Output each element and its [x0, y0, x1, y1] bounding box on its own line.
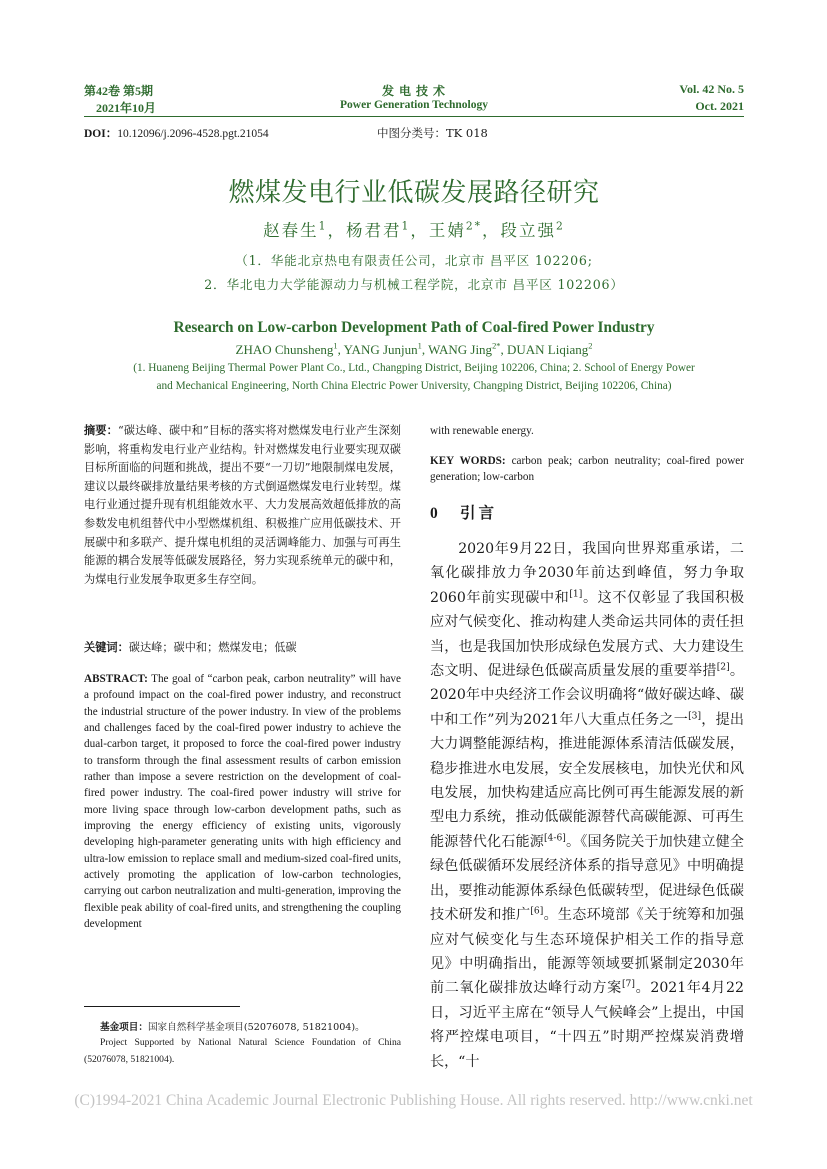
footnote-cn-text: 国家自然科学基金项目(52076078, 51821004)。: [147, 1022, 365, 1033]
abstract-en-continued: with renewable energy.: [430, 425, 534, 437]
abstract-en-text: The goal of “carbon peak, carbon neutrality” will have a profound impact on the coal-fired power industry, and reconstruct the industrial structure of the power industry. In view of the problems and challenges faced by the coal-fired power industry to achieve the dual-carbon target, it proposed to force the coal-fired power industry to transform through the final assessment results of carbon emission rather than impose a severe restriction on the development of coal-fired power industry. The coal-fired power industry will strive for more living space through low-carbon development paths, such as improving the energy efficiency of existing units, vigorously developing high-parameter generating units with high efficiency and ultra-low emission to replace small and medium-sized coal-fired units, actively promoting the application of low-carbon technologies, carrying out carbon neutralization and multi-generation, improving the flexible peak ability of coal-fired units, and strengthening the coupling development: [84, 673, 401, 931]
section-heading: [430, 501, 497, 523]
header-volume-en: Vol. 42 No. 5: [679, 82, 744, 96]
title-cn: 燃煤发电行业低碳发展路径研究: [228, 178, 600, 208]
abstract-cn-text: “碳达峰、碳中和”目标的落实将对燃煤发电行业产生深刻影响，将重构发电行业产业结构。针对燃煤发电行业要实现双碳目标所面临的问题和挑战，提出不要“一刀切”地限制煤电发展，建议以最终碳排放量结果考核的方式倒逼燃煤发电行业转型。煤电行业通过提升现有机组能效水平、大力发展高效超低排放的高参数发电机组替代中小型燃煤机组、积极推广应用低碳技术、开展碳中和多联产、提升煤电机组的灵活调峰能力、加强与可再生能源的耦合发展等低碳发展路径，努力实现系统单元的碳中和，为煤电行业发展争取更多生存空间。: [84, 424, 401, 586]
watermark: (C)1994-2021 China Academic Journal Electronic Publishing House. All rights reserved. http://www.cnki.net: [74, 1092, 753, 1109]
section-number: 0: [430, 505, 438, 522]
footnote-rule: [84, 1006, 240, 1007]
footnote-cn-label: 基金项目：: [100, 1022, 148, 1033]
clc-line: [377, 125, 488, 141]
keywords-cn: [84, 638, 401, 658]
affiliation-en-1: (1. Huaneng Beijing Thermal Power Plant Co., Ltd., Changping District, Beijing 102206, China; 2. School of Energy Power: [133, 362, 695, 374]
footnote-en: Project Supported by National Natural Science Foundation of China (52076078, 51821004).: [84, 1037, 401, 1065]
header-date-cn: 2021年10月: [96, 101, 157, 115]
section-title: 引言: [460, 503, 498, 522]
header-volume-cn: 第42卷 第5期: [84, 84, 154, 98]
affiliation-cn-2: 2．华北电力大学能源动力与机械工程学院，北京市 昌平区 102206）: [204, 277, 624, 292]
header-date-en: Oct. 2021: [695, 99, 744, 113]
header-rule: [84, 116, 744, 117]
abstract-en: [84, 671, 401, 933]
affiliation-en-2: and Mechanical Engineering, North China Electric Power University, Changping District, Beijing 102206, China): [156, 380, 672, 392]
header-journal-cn: 发 电 技 术: [381, 84, 446, 98]
keywords-en: [430, 453, 744, 486]
keywords-en-label: KEY WORDS:: [430, 455, 506, 467]
abstract-cn: [84, 421, 401, 589]
intro-paragraph: 2020年9月22日，我国向世界郑重承诺，二氧化碳排放力争2030年前达到峰值，努力争取2060年前实现碳中和[1]。这不仅彰显了我国积极应对气候变化、推动构建人类命运共同体的责任担当，也是我国加快形成绿色发展方式、大力建设生态文明、促进绿色低碳高质量发展的重要举措[2]。2020年中央经济工作会议明确将“做好碳达峰、碳中和工作”列为2021年八大重点任务之一[3]，提出大力调整能源结构，推进能源体系清洁低碳发展，稳步推进水电发展，安全发展核电，加快光伏和风电发展，加快构建适应高比例可再生能源发展的新型电力系统，推动低碳能源替代高碳能源、可再生能源替代化石能源[4-6]。《国务院关于加快建立健全绿色低碳循环发展经济体系的指导意见》中明确提出，要推动能源体系绿色低碳转型，促进绿色低碳技术研发和推广[6]。生态环境部《关于统筹和加强应对气候变化与生态环境保护相关工作的指导意见》中明确指出，能源等领域要抓紧制定2030年前二氧化碳排放达峰行动方案[7]。2021年4月22日，习近平主席在“领导人气候峰会”上提出，中国将严控煤电项目，“十四五”时期严控煤炭消费增长，“十: [430, 541, 745, 1070]
clc-label: 中图分类号：: [377, 126, 446, 140]
abstract-en-label: ABSTRACT:: [84, 673, 148, 685]
clc-value: TK 018: [446, 126, 488, 140]
keywords-en-text: carbon peak; carbon neutrality; coal-fired power generation; low-carbon: [430, 455, 744, 484]
authors-cn: 赵春生$^1$，杨君君$^1$，王婧$^{2*}$，段立强$^2$: [263, 219, 565, 240]
keywords-cn-text: 碳达峰；碳中和；燃煤发电；低碳: [128, 641, 297, 654]
doi-line: [84, 125, 269, 141]
keywords-cn-label: 关键词：: [84, 640, 129, 654]
affiliation-cn-1: （1．华能北京热电有限责任公司，北京市 昌平区 102206;: [235, 253, 593, 268]
doi-value: 10.12096/j.2096-4528.pgt.21054: [117, 128, 269, 140]
abstract-cn-label: 摘要：: [84, 423, 118, 437]
footnote-cn: [100, 1019, 365, 1033]
doi-label: DOI：: [84, 128, 118, 140]
title-en: Research on Low-carbon Development Path of Coal-fired Power Industry: [173, 319, 655, 336]
authors-en: ZHAO Chunsheng$^1$, YANG Junjun$^1$, WANG Jing$^{2*}$, DUAN Liqiang$^2$: [235, 340, 593, 357]
header-journal-en: Power Generation Technology: [339, 99, 488, 111]
